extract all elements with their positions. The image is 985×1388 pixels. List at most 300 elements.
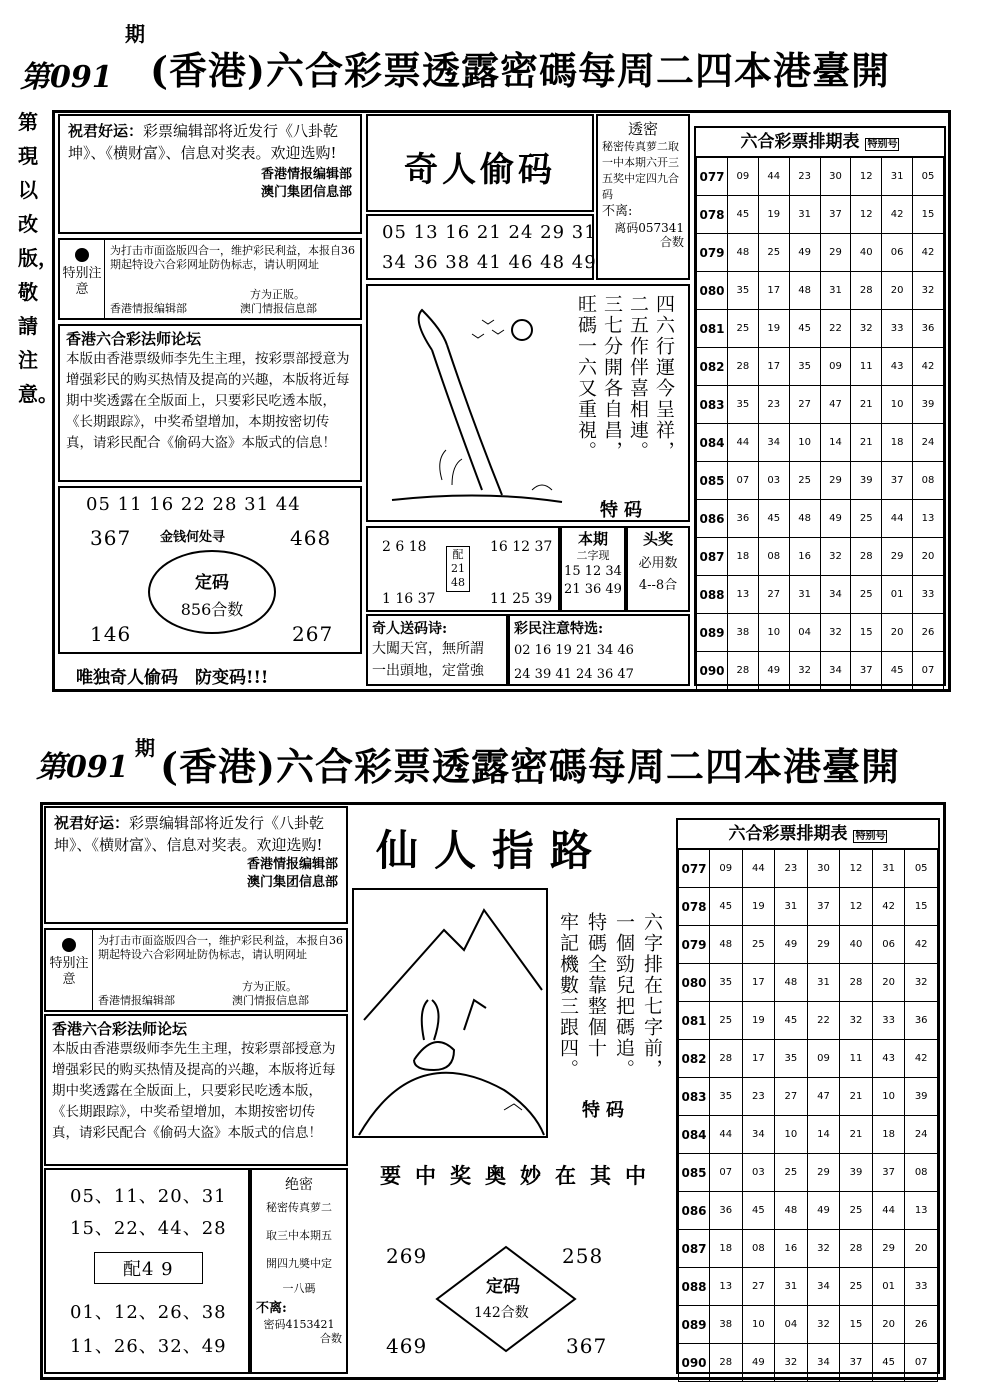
schedule-number: 01	[882, 576, 913, 614]
schedule-number: 31	[872, 850, 905, 888]
benqi-heading: 本期	[577, 530, 608, 548]
diamond-shape	[434, 1244, 578, 1354]
schedule-number: 28	[710, 1040, 743, 1078]
schedule-number: 25	[710, 1002, 743, 1040]
schedule-number: 25	[851, 576, 882, 614]
bomb-icon	[62, 938, 76, 952]
schedule-issue: 077	[697, 158, 728, 196]
schedule-number: 44	[882, 500, 913, 538]
forum-heading: 香港六合彩法师论坛	[66, 330, 202, 348]
schedule-number: 42	[913, 234, 944, 272]
schedule-issue: 086	[679, 1192, 710, 1230]
schedule-number: 19	[758, 196, 789, 234]
diamond-label: 定码	[486, 1277, 520, 1297]
schedule-number: 32	[807, 1306, 840, 1344]
secret2-l1: 秘密传真萝二	[266, 1201, 332, 1214]
schedule-number: 25	[789, 462, 820, 500]
forum-text-2: 本版由香港票级师李先生主理，按彩票部授意为增强彩民的购买热情及提高的兴趣，本版将近每期中奖透露在全版面上，只要彩民吃透本版，《长期跟踪》，中奖希望增加，本期按密切传真，请彩民配合《偷码大盗》本版式的信息！	[52, 1041, 336, 1141]
schedule-row	[697, 424, 944, 462]
schedule-issue: 078	[697, 196, 728, 234]
schedule-number: 43	[882, 348, 913, 386]
schedule-issue: 090	[679, 1344, 710, 1382]
center-nums-box	[366, 214, 597, 280]
schedule-number: 48	[789, 272, 820, 310]
schedule-issue: 087	[679, 1230, 710, 1268]
poem-2	[556, 912, 664, 1080]
schedule-number: 34	[807, 1344, 840, 1382]
schedule-number: 31	[820, 272, 851, 310]
schedule-number: 33	[872, 1002, 905, 1040]
schedule-number: 29	[882, 538, 913, 576]
pair-mid-label: 配	[452, 548, 464, 561]
announce-text-2: 彩票编辑部将近发行《八卦乾坤》、《横财富》、信息对奖表。欢迎选购!	[54, 814, 325, 854]
secret2-sum: 合数	[320, 1332, 342, 1345]
schedule-number: 49	[789, 234, 820, 272]
schedule-number: 09	[710, 850, 743, 888]
schedule-number: 22	[807, 1002, 840, 1040]
schedule-number: 31	[775, 888, 808, 926]
schedule-row	[697, 272, 944, 310]
schedule-number: 13	[728, 576, 759, 614]
bomb-icon	[75, 248, 89, 262]
forum-box	[58, 324, 362, 482]
poem	[574, 294, 676, 462]
schedule-number: 29	[872, 1230, 905, 1268]
poem2-col-3: 特碼全靠整個十	[585, 912, 607, 1059]
secret2-buli: 不离:	[256, 1301, 287, 1316]
schedule-number: 13	[913, 500, 944, 538]
schedule-number: 18	[872, 1116, 905, 1154]
pair-mid-2: 48	[451, 576, 465, 589]
schedule-number: 19	[758, 310, 789, 348]
schedule-row	[697, 348, 944, 386]
circle-label: 定码	[195, 573, 229, 593]
diamond-left-top: 269	[386, 1244, 428, 1268]
schedule-issue: 090	[697, 652, 728, 690]
schedule-number: 25	[775, 1154, 808, 1192]
schedule-issue: 079	[679, 926, 710, 964]
poem2-col-1: 六字排在七字前，	[641, 912, 663, 1080]
schedule-issue: 084	[697, 424, 728, 462]
schedule-number: 08	[913, 462, 944, 500]
schedule-number: 25	[840, 1192, 873, 1230]
schedule-number: 39	[905, 1078, 938, 1116]
schedule-number: 42	[905, 926, 938, 964]
schedule-number: 32	[807, 1230, 840, 1268]
schedule-number: 36	[728, 500, 759, 538]
schedule-number: 20	[905, 1230, 938, 1268]
schedule-number: 28	[840, 1230, 873, 1268]
notice-text-2: 为打击市面盗版四合一，维护彩民利益，本报自36期起特设六合彩网址防伪标志，请认明网址	[98, 934, 343, 961]
schedule-number: 45	[789, 310, 820, 348]
announce-box-2	[44, 806, 348, 924]
notice-org-2: 澳门情报信息部	[240, 302, 317, 315]
left-nums-pei: 配4 9	[94, 1252, 203, 1284]
schedule-number: 32	[789, 652, 820, 690]
schedule-number: 16	[775, 1230, 808, 1268]
announce-org-1: 香港情报编辑部	[260, 167, 352, 182]
schedule-row	[697, 500, 944, 538]
issue-number: 第091	[20, 60, 113, 95]
schedule-number: 35	[728, 272, 759, 310]
schedule-number: 31	[807, 964, 840, 1002]
schedule-number: 17	[742, 1040, 775, 1078]
schedule-number: 07	[710, 1154, 743, 1192]
schedule-number: 44	[872, 1192, 905, 1230]
pair-l1: 2 6 18	[382, 539, 427, 555]
schedule-number: 06	[872, 926, 905, 964]
schedule-issue: 085	[679, 1154, 710, 1192]
schedule-row	[679, 1230, 938, 1268]
pair-l2: 1 16 37	[382, 591, 436, 607]
issue-number-2: 第091	[36, 750, 129, 785]
notice-box	[58, 238, 362, 320]
schedule-number: 18	[728, 538, 759, 576]
schedule-row	[697, 158, 944, 196]
schedule-number: 47	[820, 386, 851, 424]
notice-label-cell	[60, 240, 105, 318]
schedule-number: 25	[758, 234, 789, 272]
notice-label: 特别注意	[62, 266, 102, 297]
schedule-number: 01	[872, 1268, 905, 1306]
schedule-number: 25	[851, 500, 882, 538]
schedule-number: 35	[710, 964, 743, 1002]
diamond-right-top: 258	[562, 1244, 604, 1268]
schedule-number: 42	[913, 348, 944, 386]
schedule-issue: 080	[679, 964, 710, 1002]
schedule-number: 12	[851, 196, 882, 234]
schedule-table-2	[676, 818, 940, 1374]
schedule-number: 10	[758, 614, 789, 652]
schedule-number: 20	[882, 272, 913, 310]
secret2-l4: 一八碼	[282, 1282, 316, 1295]
schedule-number: 36	[905, 1002, 938, 1040]
schedule-number: 09	[820, 348, 851, 386]
schedule-number: 05	[905, 850, 938, 888]
schedule-number: 44	[742, 850, 775, 888]
schedule-number: 45	[758, 500, 789, 538]
schedule-row	[679, 964, 938, 1002]
diamond-right-bottom: 367	[566, 1334, 608, 1358]
schedule-number: 21	[851, 386, 882, 424]
schedule-row	[697, 652, 944, 690]
schedule-issue: 081	[697, 310, 728, 348]
toujiang-box	[626, 526, 690, 612]
schedule-number: 48	[789, 500, 820, 538]
poem2-col-2: 一個勁兒把碼追。	[613, 912, 635, 1080]
announce-lead: 祝君好运：	[68, 122, 144, 140]
schedule-number: 34	[742, 1116, 775, 1154]
schedule-number: 45	[742, 1192, 775, 1230]
schedule-number: 32	[820, 614, 851, 652]
schedule-issue: 083	[697, 386, 728, 424]
schedule-issue: 079	[697, 234, 728, 272]
schedule-number: 28	[728, 348, 759, 386]
diamond-sum: 142合数	[474, 1305, 529, 1321]
schedule-number: 21	[851, 424, 882, 462]
tema-label-2: 特码	[582, 1100, 630, 1121]
schedule-number: 27	[742, 1268, 775, 1306]
schedule-issue: 078	[679, 888, 710, 926]
schedule-number: 35	[728, 386, 759, 424]
schedule-number: 49	[820, 500, 851, 538]
slogan: 唯独奇人偷码 防变码!!!	[76, 668, 269, 688]
schedule-row	[679, 850, 938, 888]
secret-buli: 不离:	[602, 204, 633, 219]
schedule-number: 18	[882, 424, 913, 462]
circle-right-bottom: 267	[292, 622, 334, 646]
schedule-number: 09	[807, 1040, 840, 1078]
schedule-number: 17	[758, 272, 789, 310]
announce-org-1-2: 香港情报编辑部	[246, 857, 338, 872]
caimin-box	[508, 614, 690, 686]
schedule-number: 40	[840, 926, 873, 964]
schedule-number: 12	[851, 158, 882, 196]
center-nums-1: 05 13 16 21 24 29 31	[382, 222, 597, 243]
schedule-number: 49	[807, 1192, 840, 1230]
notice-label-2: 特别注意	[49, 956, 89, 987]
schedule-number: 22	[820, 310, 851, 348]
schedule-number: 03	[758, 462, 789, 500]
schedule-number: 45	[775, 1002, 808, 1040]
schedule-number: 29	[807, 1154, 840, 1192]
left-nums-box	[44, 1168, 250, 1374]
toujiang-heading: 头奖	[642, 530, 673, 548]
schedule-number: 14	[807, 1116, 840, 1154]
schedule-number: 09	[728, 158, 759, 196]
schedule-number: 24	[905, 1116, 938, 1154]
schedule-number: 31	[882, 158, 913, 196]
schedule-number: 45	[710, 888, 743, 926]
schedule-issue: 082	[697, 348, 728, 386]
mountain-illustration-box	[352, 888, 548, 1138]
schedule-special-label-2: 特别号	[855, 831, 886, 842]
notice-text: 为打击市面盗版四合一，维护彩民利益，本报自36期起特设六合彩网址防伪标志，请认明网址	[110, 244, 355, 271]
schedule-number: 29	[820, 234, 851, 272]
schedule-number: 48	[775, 964, 808, 1002]
schedule-issue: 082	[679, 1040, 710, 1078]
schedule-number: 31	[789, 196, 820, 234]
schedule-special-label: 特别号	[867, 139, 898, 150]
schedule-number: 15	[913, 196, 944, 234]
schedule-number: 16	[789, 538, 820, 576]
announce-box	[58, 114, 362, 234]
illustration-box	[366, 284, 690, 522]
schedule-number: 15	[905, 888, 938, 926]
schedule-number: 27	[758, 576, 789, 614]
announce-text: 彩票编辑部将近发行《八卦乾坤》、《横财富》、信息对奖表。欢迎选购!	[68, 122, 339, 162]
schedule-number: 20	[872, 1306, 905, 1344]
schedule-number: 37	[807, 888, 840, 926]
schedule-number: 28	[851, 272, 882, 310]
schedule-number: 08	[905, 1154, 938, 1192]
schedule-issue: 077	[679, 850, 710, 888]
schedule-number: 21	[840, 1078, 873, 1116]
schedule-number: 11	[840, 1040, 873, 1078]
poem-col-1: 四六行運今呈祥，	[653, 294, 675, 462]
forum-heading-2: 香港六合彩法师论坛	[52, 1020, 188, 1038]
schedule-number: 08	[742, 1230, 775, 1268]
schedule-number: 27	[789, 386, 820, 424]
schedule-number: 33	[882, 310, 913, 348]
pick-numbers: 05 11 16 22 28 31 44	[86, 494, 301, 515]
schedule-number: 35	[789, 348, 820, 386]
schedule-number: 44	[728, 424, 759, 462]
schedule-issue: 080	[697, 272, 728, 310]
benqi-box	[560, 526, 626, 612]
notice-suffix: 方为正版。	[250, 288, 305, 301]
announce-lead-2: 祝君好运：	[54, 814, 130, 832]
arc-slogan: 要中奖奥妙在其中	[380, 1163, 660, 1188]
schedule-number: 32	[775, 1344, 808, 1382]
schedule-number: 45	[882, 652, 913, 690]
schedule-number: 33	[905, 1268, 938, 1306]
benqi-l1: 15 12 34	[564, 564, 622, 579]
schedule-issue: 081	[679, 1002, 710, 1040]
qiren-poem-box	[366, 614, 508, 686]
schedule-number: 42	[905, 1040, 938, 1078]
notice-label-cell-2	[46, 930, 93, 1010]
schedule-number: 25	[742, 926, 775, 964]
pair-numbers-box	[366, 526, 560, 612]
schedule-issue: 089	[679, 1306, 710, 1344]
schedule-number: 30	[820, 158, 851, 196]
schedule-row	[697, 614, 944, 652]
schedule-number: 21	[840, 1116, 873, 1154]
schedule-row	[679, 1344, 938, 1382]
schedule-number: 34	[807, 1268, 840, 1306]
schedule-number: 03	[742, 1154, 775, 1192]
schedule-number: 04	[789, 614, 820, 652]
left-nums-r4: 11、26、32、49	[70, 1336, 227, 1357]
side-note: 第現以改版，敬請注意。	[18, 110, 58, 406]
schedule-row	[679, 1192, 938, 1230]
schedule-number: 20	[913, 538, 944, 576]
schedule-number: 37	[882, 462, 913, 500]
schedule-number: 49	[758, 652, 789, 690]
schedule-row	[679, 1116, 938, 1154]
secret2-l2: 取三中本期五	[266, 1229, 332, 1242]
qiren-poem-l1: 大闖天宮，無所謂	[372, 641, 484, 657]
schedule-number: 17	[758, 348, 789, 386]
schedule-number: 42	[882, 196, 913, 234]
left-nums-r3: 01、12、26、38	[70, 1302, 227, 1323]
poem-col-2: 二五作伴喜相連。	[627, 294, 649, 462]
tree-illustration	[372, 290, 572, 516]
schedule-number: 20	[872, 964, 905, 1002]
schedule-number: 10	[872, 1078, 905, 1116]
notice-box-2	[44, 928, 348, 1012]
schedule-heading-text: 六合彩票排期表	[740, 132, 860, 152]
schedule-row	[697, 386, 944, 424]
poem-col-3: 三七分開各自昌，	[601, 294, 623, 462]
schedule-number: 12	[840, 888, 873, 926]
schedule-row	[679, 1002, 938, 1040]
schedule-issue: 085	[697, 462, 728, 500]
schedule-table-1	[694, 126, 946, 686]
schedule-row	[697, 538, 944, 576]
circle-left-top: 367	[90, 526, 132, 550]
schedule-number: 37	[820, 196, 851, 234]
caimin-heading: 彩民注意特选:	[514, 621, 604, 637]
schedule-number: 23	[789, 158, 820, 196]
center-title-2: 仙人指路	[376, 826, 609, 875]
schedule-number: 40	[851, 234, 882, 272]
schedule-number: 13	[710, 1268, 743, 1306]
schedule-number: 39	[851, 462, 882, 500]
schedule-number: 30	[807, 850, 840, 888]
schedule-number: 31	[789, 576, 820, 614]
schedule-number: 26	[905, 1306, 938, 1344]
left-nums-r2: 15、22、44、28	[70, 1218, 227, 1239]
issue-qi-label: 期	[125, 22, 145, 46]
schedule-number: 15	[840, 1306, 873, 1344]
schedule-number: 11	[851, 348, 882, 386]
schedule-number: 38	[710, 1306, 743, 1344]
schedule-number: 36	[710, 1192, 743, 1230]
schedule-number: 34	[758, 424, 789, 462]
schedule-number: 36	[913, 310, 944, 348]
schedule-number: 35	[775, 1040, 808, 1078]
schedule-number: 23	[742, 1078, 775, 1116]
secret2-code: 密码4153421	[263, 1318, 335, 1331]
schedule-number: 28	[710, 1344, 743, 1382]
schedule-number: 19	[742, 888, 775, 926]
schedule-number: 23	[758, 386, 789, 424]
schedule-heading-2	[678, 820, 938, 849]
secret-box	[596, 114, 690, 280]
schedule-number: 37	[872, 1154, 905, 1192]
mountain-illustration	[354, 890, 546, 1136]
schedule-number: 28	[728, 652, 759, 690]
diamond-left-bottom: 469	[386, 1334, 428, 1358]
schedule-issue: 088	[679, 1268, 710, 1306]
page-title: (香港)六合彩票透露密碼每周二四本港臺開	[150, 48, 890, 93]
schedule-number: 15	[851, 614, 882, 652]
schedule-number: 35	[710, 1078, 743, 1116]
schedule-number: 29	[807, 926, 840, 964]
schedule-number: 43	[872, 1040, 905, 1078]
poem-col-4: 旺碼一六又重視。	[575, 294, 597, 462]
schedule-number: 38	[728, 614, 759, 652]
schedule-number: 10	[789, 424, 820, 462]
schedule-number: 44	[710, 1116, 743, 1154]
schedule-row	[679, 1078, 938, 1116]
schedule-number: 32	[851, 310, 882, 348]
schedule-number: 10	[775, 1116, 808, 1154]
schedule-number: 48	[775, 1192, 808, 1230]
circle-arc-text: 金钱何处寻	[160, 530, 226, 545]
schedule-number: 32	[840, 1002, 873, 1040]
schedule-number: 25	[728, 310, 759, 348]
secret-code: 离码057341	[614, 221, 684, 235]
schedule-row	[697, 576, 944, 614]
forum-text: 本版由香港票级师李先生主理，按彩票部授意为增强彩民的购买热情及提高的兴趣，本版将近每期中奖透露在全版面上，只要彩民吃透本版，《长期跟踪》，中奖希望增加，本期按密切传真，请彩民配合《偷码大盗》本版式的信息！	[66, 351, 350, 451]
schedule-heading-text-2: 六合彩票排期表	[728, 824, 848, 844]
schedule-number: 42	[872, 888, 905, 926]
schedule-heading	[696, 128, 944, 157]
circle-sum: 856合数	[180, 600, 244, 619]
schedule-issue: 084	[679, 1116, 710, 1154]
schedule-number: 48	[728, 234, 759, 272]
schedule-number: 25	[840, 1268, 873, 1306]
schedule-number: 37	[851, 652, 882, 690]
secret2-l3: 開四九奬中定	[266, 1257, 332, 1270]
center-title-box	[366, 114, 594, 212]
schedule-issue: 086	[697, 500, 728, 538]
schedule-rows-2	[678, 849, 938, 1382]
schedule-number: 48	[710, 926, 743, 964]
